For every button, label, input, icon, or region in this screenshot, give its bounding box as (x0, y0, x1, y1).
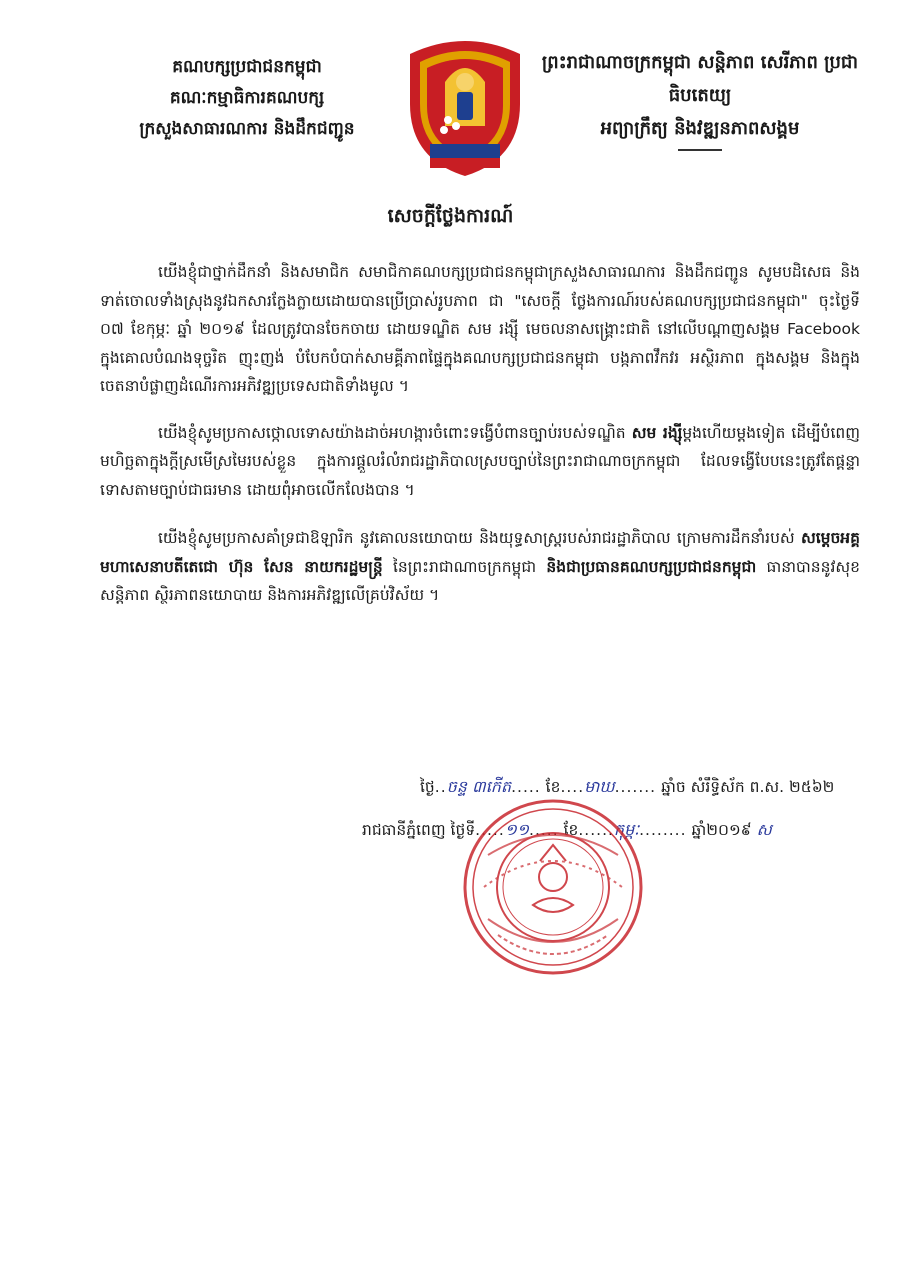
signature-initials: ស (756, 820, 772, 839)
statement-body (100, 258, 860, 630)
party-logo (400, 34, 530, 179)
header-right (520, 46, 880, 151)
solar-month-label: ខែ (563, 821, 579, 839)
lunar-day-label: ថ្ងៃ (420, 778, 435, 796)
solar-month-handwritten: កុម្ភៈ (613, 820, 640, 839)
solar-day-handwritten: ១១ (504, 820, 530, 839)
p2-text-a: យើងខ្ញុំសូមប្រកាសថ្កោលទោសយ៉ាងដាច់អហង្ការចំពោះទង្វើបំពានច្បាប់របស់ទណ្ឌិត (158, 423, 632, 442)
paragraph-1: យើងខ្ញុំជាថ្នាក់ដឹកនាំ និងសមាជិក សមាជិកាគណបក្សប្រជាជនកម្ពុជាក្រសួងសាធារណការ និងដឹកជញ្ជូន សូមបដិសេធ និងទាត់ចោលទាំងស្រុងនូវឯកសារក្លែងក្លាយដោយបានប្រើប្រាស់រូបភាព ជា "សេចក្តី ថ្លែងការណ៍របស់គណបក្សប្រជាជនកម្ពុជា" ចុះថ្ងៃទី ០៧ ខែកុម្ភៈ ឆ្នាំ ២០១៩ ដែលត្រូវបានចែកចាយ ដោយទណ្ឌិត សម រង្ស៊ី មេចលនាសង្គ្រោះជាតិ នៅលើបណ្តាញសង្គម Facebook ក្នុងគោលបំណងទុច្ចរិត ញុះញង់ បំបែកបំបាក់សាមគ្គីភាពផ្ទៃក្នុងគណបក្សប្រជាជនកម្ពុជា បង្កភាពវឹកវរ អស្ថិរភាព ក្នុងសង្គម និងក្នុងចេតនាបំផ្លាញដំណើរការអភិវឌ្ឍប្រទេសជាតិទាំងមូល ។ (100, 263, 860, 395)
p2-bold-name: សម រង្ស៊ី (631, 423, 683, 442)
ministry-name: ក្រសួងសាធារណការ និងដឹកជញ្ជូន (139, 119, 355, 139)
header-divider (678, 149, 722, 151)
lunar-year: ឆ្នាំច សំរឹទ្ធិស័ក ព.ស. ២៥៦២ (661, 778, 835, 796)
solar-date-line: រាជធានីភ្នំពេញ ថ្ងៃទី.....១១..... ខែ......កុម្ភៈ........ ឆ្នាំ២០១៩ ស (362, 820, 772, 839)
solar-year: ឆ្នាំ២០១៩ (691, 821, 752, 839)
lunar-month-label: ខែ (545, 778, 561, 796)
paragraph-2 (100, 419, 860, 505)
committee-name: គណៈកម្មាធិការគណបក្ស (169, 88, 325, 108)
official-seal-stamp (458, 795, 648, 980)
paragraph-3 (100, 524, 860, 610)
place-label: រាជធានីភ្នំពេញ ថ្ងៃទី (362, 821, 476, 839)
p2-text-b: ម្តងហើយម្តងទៀត ដើម្បីបំពេញមហិច្ឆតាក្នុងក្តីស្រមើស្រមៃរបស់ខ្លួន ក្នុងការផ្តួលរំលំរាជរដ្ឋាភិបាលស្របច្បាប់នៃព្រះរាជាណាចក្រកម្ពុជា ដែលទង្វើបែបនេះត្រូវតែផ្តន្ទាទោសតាមច្បាប់ជាធរមាន ដោយពុំអាចលើកលែងបាន ។ (100, 423, 860, 499)
motto-line-2: អព្យាក្រឹត្យ និងវឌ្ឍនភាពសង្គម (600, 118, 800, 139)
p3-text-a: យើងខ្ញុំសូមប្រកាសគាំទ្រជាឱឡារិក នូវគោលនយោបាយ និងយុទ្ធសាស្ត្ររបស់រាជរដ្ឋាភិបាល ក្រោមការដឹកនាំរបស់ (158, 529, 801, 547)
lunar-month-handwritten: មាឃ (584, 777, 615, 796)
p3-bold-party: និងជាប្រធានគណបក្សប្រជាជនកម្ពុជា (546, 557, 757, 576)
p3-text-b: នៃព្រះរាជាណាចក្រកម្ពុជា (382, 557, 547, 576)
p3-text-d: ធានាបាននូវសុខសន្តិភាព ស្ថិរភាពនយោបាយ និងការអភិវឌ្ឍលើគ្រប់វិស័យ ។ (100, 557, 860, 604)
party-name: គណបក្សប្រជាជនកម្ពុជា (172, 57, 322, 77)
document-title: សេចក្តីថ្លែងការណ៍ (387, 205, 514, 227)
lunar-day-handwritten: ចន្ទ ៣កើត (446, 777, 512, 796)
national-motto: ព្រះរាជាណាចក្រកម្ពុជា សន្តិភាព សេរីភាព ប្រជាធិបតេយ្យ (541, 52, 859, 106)
p3-bold-leader: សម្តេចអគ្គមហាសេនាបតីតេជោ ហ៊ុន សែន នាយករដ្ឋមន្ត្រី (100, 529, 860, 576)
lunar-date-line: ថ្ងៃ..ចន្ទ ៣កើត..... ខែ....មាឃ....... ឆ្នាំច សំរឹទ្ធិស័ក ព.ស. ២៥៦២ (420, 777, 835, 796)
header-left (112, 52, 382, 145)
